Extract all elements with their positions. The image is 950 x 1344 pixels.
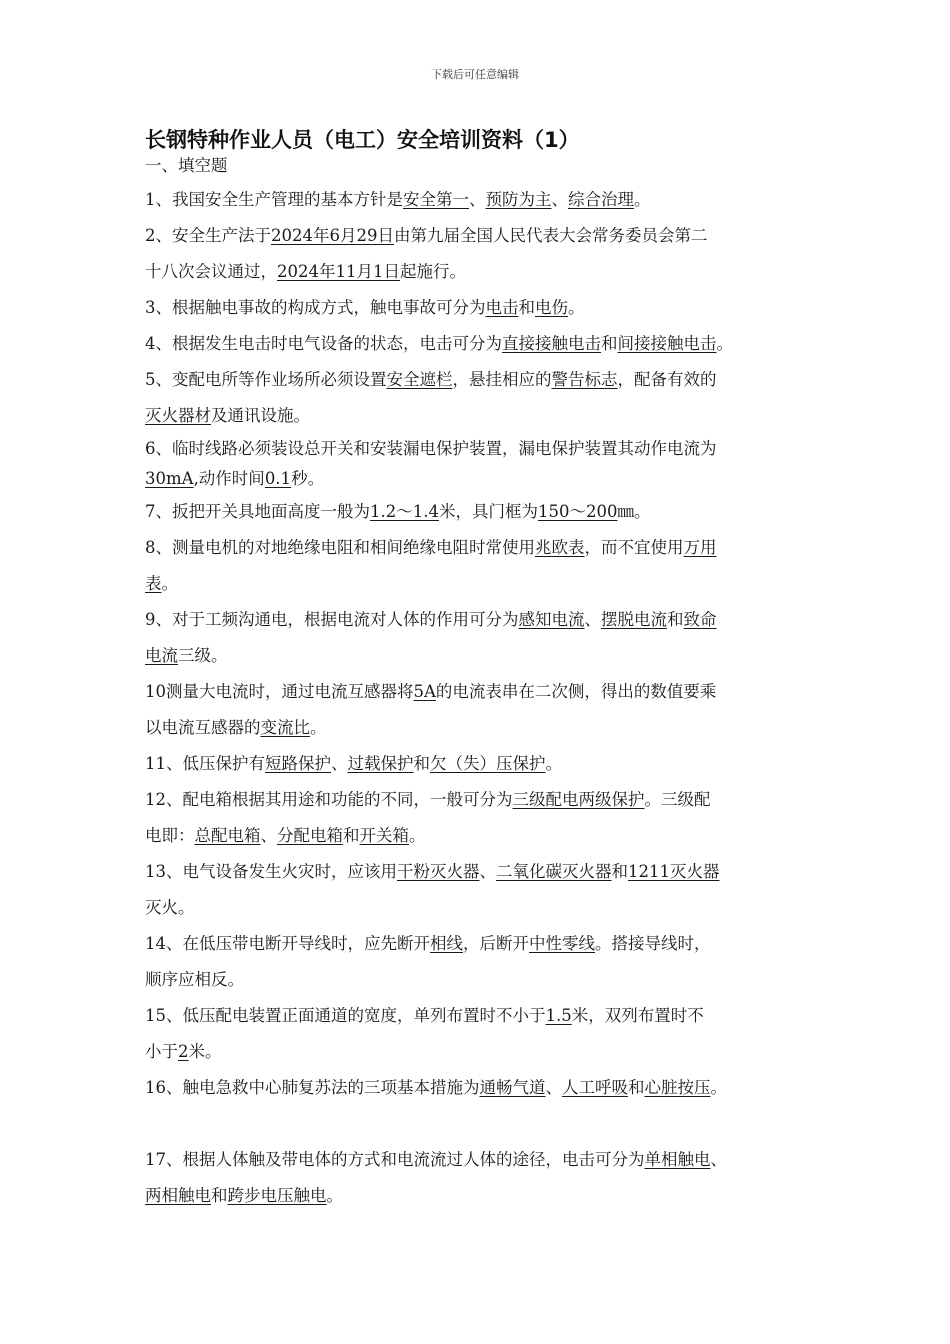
question-line — [145, 182, 815, 218]
question-text: 15、低压配电装置正面通道的宽度，单列布置时不小于 — [145, 1006, 546, 1025]
question-line — [145, 1142, 815, 1178]
question-line — [145, 890, 815, 926]
question-line — [145, 530, 815, 566]
question-item — [145, 998, 815, 1070]
answer-blank: 摆脱电流 — [601, 610, 667, 629]
question-item — [145, 854, 815, 926]
question-line — [145, 1034, 815, 1070]
question-line — [145, 254, 815, 290]
question-line — [145, 638, 815, 674]
question-text: 和 — [601, 334, 618, 353]
question-line — [145, 1070, 815, 1106]
answer-blank: 1211灭火器 — [628, 862, 720, 881]
question-text: 灭火。 — [145, 898, 195, 917]
question-text: 4、根据发生电击时电气设备的状态，电击可分为 — [145, 334, 502, 353]
answer-blank: 短路保护 — [265, 754, 331, 773]
question-line — [145, 818, 815, 854]
question-line — [145, 464, 815, 494]
question-text: ,动作时间 — [193, 469, 265, 488]
section-heading: 一、填空题 — [145, 156, 228, 175]
answer-blank: 干粉灭火器 — [397, 862, 480, 881]
question-line — [145, 494, 815, 530]
question-line — [145, 710, 815, 746]
answer-blank: 过载保护 — [347, 754, 414, 773]
answer-blank: 2024年11月1日 — [277, 262, 400, 281]
question-text: 米，双列布置时不 — [571, 1006, 704, 1025]
question-text: 10测量大电流时，通过电流互感器将 — [145, 682, 414, 701]
question-text: 由第九届全国人民代表大会常务委员会第二 — [394, 226, 708, 245]
question-text: 8、测量电机的对地绝缘电阻和相间绝缘电阻时常使用 — [145, 538, 535, 557]
question-line — [145, 998, 815, 1034]
question-text: 、 — [469, 190, 486, 209]
answer-blank: 电伤 — [535, 298, 568, 317]
document-title: 长钢特种作业人员（电工）安全培训资料（1） — [145, 128, 580, 152]
question-item — [145, 782, 815, 854]
question-item — [145, 362, 815, 434]
question-text: 、 — [710, 1150, 727, 1169]
question-item — [145, 530, 815, 602]
question-item — [145, 674, 815, 746]
question-text: 、 — [260, 826, 277, 845]
question-text: 三级。 — [178, 646, 228, 665]
question-item — [145, 926, 815, 998]
question-text: 。搭接导线时， — [595, 934, 711, 953]
page-header: 下载后可任意编辑 — [431, 68, 519, 81]
question-item — [145, 494, 815, 530]
question-text: 顺序应相反。 — [145, 970, 244, 989]
question-text: 16、触电急救中心肺复苏法的三项基本措施为 — [145, 1078, 480, 1097]
question-text: 小于 — [145, 1042, 178, 1061]
question-text: 电即： — [145, 826, 195, 845]
question-text: 以电流互感器的 — [145, 718, 261, 737]
answer-blank: 1.5 — [545, 1006, 572, 1025]
question-text: 十八次会议通过， — [145, 262, 277, 281]
answer-blank: 预防为主 — [485, 190, 552, 209]
question-item — [145, 1070, 815, 1106]
blank-line — [145, 1106, 815, 1142]
question-text: 12、配电箱根据其用途和功能的不同，一般可分为 — [145, 790, 513, 809]
question-text: 。 — [634, 190, 651, 209]
question-text: 和 — [611, 862, 628, 881]
question-text: 米，具门框为 — [438, 502, 538, 521]
answer-blank: 表 — [145, 574, 162, 593]
question-text: 、 — [331, 754, 348, 773]
question-line — [145, 1178, 815, 1214]
answer-blank: 变流比 — [260, 718, 310, 737]
question-line — [145, 326, 815, 362]
question-text: 14、在低压带电断开导线时，应先断开 — [145, 934, 430, 953]
answer-blank: 安全遮栏 — [386, 370, 453, 389]
answer-blank: 间接接触电击 — [617, 334, 717, 353]
question-text: 5、变配电所等作业场所必须设置 — [145, 370, 387, 389]
question-line — [145, 782, 815, 818]
question-text: 6、临时线路必须装设总开关和安装漏电保护装置，漏电保护装置其动作电流为 — [145, 439, 717, 458]
answer-blank: 2024年6月29日 — [271, 226, 394, 245]
answer-blank: 二氧化碳灭火器 — [496, 862, 612, 881]
answer-blank: 综合治理 — [568, 190, 634, 209]
answer-blank: 欠（失）压保护 — [430, 754, 546, 773]
question-line — [145, 962, 815, 998]
question-line — [145, 854, 815, 890]
answer-blank: 致命 — [683, 610, 717, 629]
answer-blank: 两相触电 — [145, 1186, 211, 1205]
question-line — [145, 290, 815, 326]
answer-blank: 万用 — [683, 538, 717, 557]
answer-blank: 中性零线 — [529, 934, 595, 953]
question-item — [145, 182, 815, 218]
question-item — [145, 602, 815, 674]
question-item — [145, 326, 815, 362]
question-item — [145, 1142, 815, 1214]
answer-blank: 0.1 — [264, 469, 292, 488]
answer-blank: 150～200 — [537, 502, 618, 521]
question-item — [145, 290, 815, 326]
answer-blank: 电流 — [145, 646, 178, 665]
question-text: 、 — [545, 1078, 562, 1097]
question-text: 17、根据人体触及带电体的方式和电流流过人体的途径，电击可分为 — [145, 1150, 645, 1169]
answer-blank: 总配电箱 — [194, 826, 261, 845]
question-item — [145, 746, 815, 782]
question-text: 。 — [161, 574, 178, 593]
answer-blank: 三级配电两级保护 — [512, 790, 645, 809]
question-text: 。 — [716, 334, 733, 353]
question-text: 11、低压保护有 — [145, 754, 265, 773]
answer-blank: 跨步电压触电 — [227, 1186, 327, 1205]
question-text: 和 — [667, 610, 684, 629]
question-line — [145, 602, 815, 638]
question-text: ，悬挂相应的 — [452, 370, 552, 389]
question-text: 。 — [326, 1186, 343, 1205]
question-text: ㎜。 — [617, 502, 651, 521]
question-text: 3、根据触电事故的构成方式，触电事故可分为 — [145, 298, 486, 317]
answer-blank: 分配电箱 — [277, 826, 343, 845]
question-text: 、 — [479, 862, 496, 881]
answer-blank: 安全第一 — [403, 190, 469, 209]
answer-blank: 灭火器材 — [145, 406, 211, 425]
question-text: 7、扳把开关具地面高度一般为 — [145, 502, 370, 521]
question-line — [145, 398, 815, 434]
answer-blank: 心脏按压 — [644, 1078, 711, 1097]
answer-blank: 开关箱 — [359, 826, 409, 845]
answer-blank: 感知电流 — [518, 610, 585, 629]
question-line — [145, 926, 815, 962]
question-text: 。 — [710, 1078, 727, 1097]
question-text: 1、我国安全生产管理的基本方针是 — [145, 190, 403, 209]
question-text: 的电流表串在二次侧，得出的数值要乘 — [435, 682, 717, 701]
question-line — [145, 362, 815, 398]
answer-blank: 电击 — [485, 298, 519, 317]
answer-blank: 1.2～1.4 — [370, 502, 439, 521]
question-text: 9、对于工频沟通电，根据电流对人体的作用可分为 — [145, 610, 519, 629]
question-item — [145, 218, 815, 290]
question-text: 13、电气设备发生火灾时，应该用 — [145, 862, 397, 881]
question-text: 秒。 — [291, 469, 325, 488]
answer-blank: 通畅气道 — [479, 1078, 546, 1097]
answer-blank: 2 — [178, 1042, 189, 1061]
question-text: 和 — [211, 1186, 228, 1205]
question-text: 和 — [413, 754, 430, 773]
answer-blank: 警告标志 — [551, 370, 618, 389]
question-text: 。 — [568, 298, 585, 317]
question-text: 、 — [551, 190, 568, 209]
answer-blank: 人工呼吸 — [562, 1078, 628, 1097]
question-text: 2、安全生产法于 — [145, 226, 271, 245]
question-text: 、 — [584, 610, 601, 629]
question-text: 和 — [628, 1078, 645, 1097]
question-text: 。 — [310, 718, 327, 737]
question-line — [145, 746, 815, 782]
question-text: 及通讯设施。 — [211, 406, 310, 425]
question-line — [145, 434, 815, 464]
answer-blank: 30mA — [145, 469, 194, 488]
answer-blank: 5A — [413, 682, 436, 701]
question-line — [145, 674, 815, 710]
question-item — [145, 434, 815, 494]
question-list — [145, 182, 815, 1214]
answer-blank: 兆欧表 — [535, 538, 585, 557]
question-text: 。 — [545, 754, 562, 773]
answer-blank: 单相触电 — [644, 1150, 711, 1169]
question-text: 和 — [343, 826, 360, 845]
question-text: 起施行。 — [400, 262, 466, 281]
question-text: 和 — [518, 298, 535, 317]
question-text: 。 — [409, 826, 426, 845]
question-text: 。三级配 — [644, 790, 711, 809]
question-text: 米。 — [188, 1042, 222, 1061]
question-line — [145, 566, 815, 602]
question-text: ，后断开 — [463, 934, 529, 953]
answer-blank: 相线 — [430, 934, 463, 953]
answer-blank: 直接接触电击 — [502, 334, 601, 353]
question-text: ，而不宜使用 — [584, 538, 684, 557]
question-text: ，配备有效的 — [617, 370, 717, 389]
question-line — [145, 218, 815, 254]
